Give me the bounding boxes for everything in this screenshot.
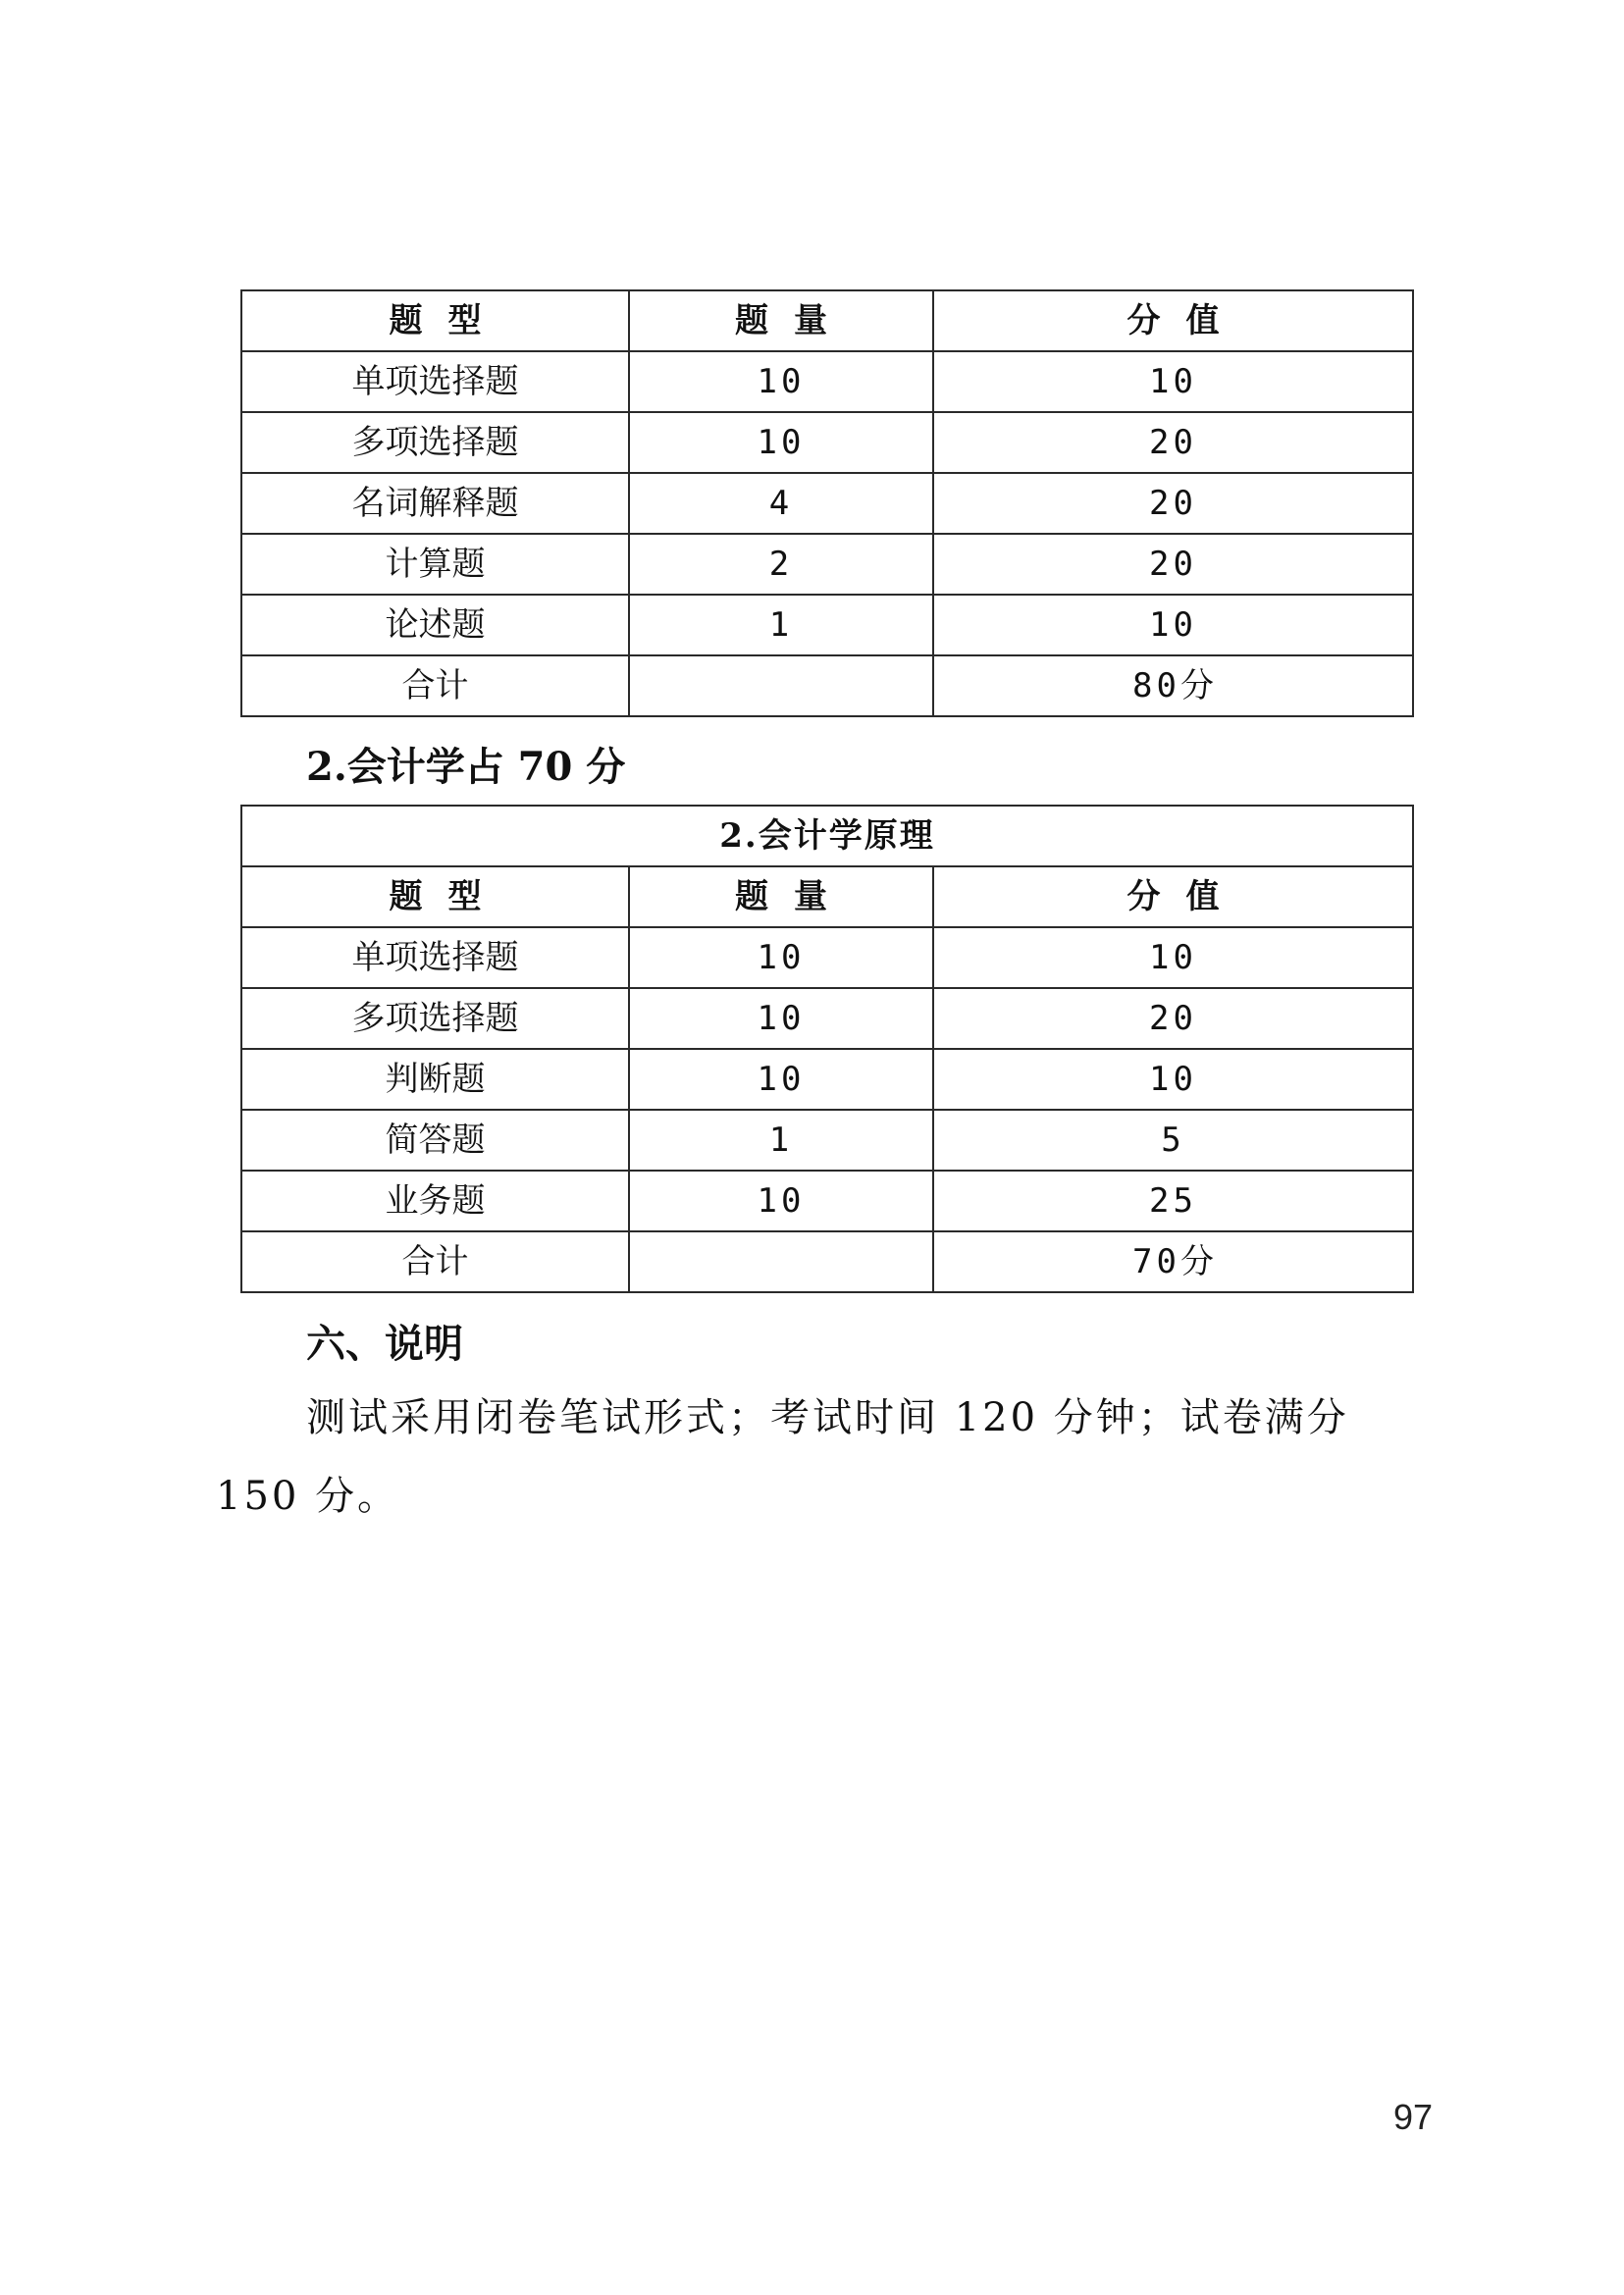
- total-count: [629, 655, 933, 716]
- cell-count: 10: [629, 988, 933, 1049]
- header-count: 题量: [629, 866, 933, 927]
- header-type: 题型: [241, 866, 629, 927]
- cell-score: 20: [933, 412, 1413, 473]
- total-score-unit: 分: [1179, 666, 1214, 705]
- total-score: 80: [1132, 666, 1180, 705]
- total-label: 合计: [241, 1231, 629, 1292]
- cell-type: 名词解释题: [241, 473, 629, 534]
- table-caption-row: [241, 806, 1413, 866]
- page-number: 97: [1393, 2097, 1434, 2137]
- cell-count: 10: [629, 351, 933, 412]
- cell-type: 判断题: [241, 1049, 629, 1110]
- table-total-row: [241, 655, 1413, 716]
- cell-score: 10: [933, 595, 1413, 655]
- cell-score: 5: [933, 1110, 1413, 1171]
- table-total-row: [241, 1231, 1413, 1292]
- table-row: [241, 534, 1413, 595]
- table-header-row: [241, 290, 1413, 351]
- cell-score: 20: [933, 988, 1413, 1049]
- total-label: 合计: [241, 655, 629, 716]
- score-table-1: [240, 289, 1414, 717]
- cell-score: 20: [933, 534, 1413, 595]
- cell-score: 20: [933, 473, 1413, 534]
- header-count: 题量: [629, 290, 933, 351]
- cell-type: 多项选择题: [241, 988, 629, 1049]
- cell-count: 10: [629, 927, 933, 988]
- cell-type: 业务题: [241, 1171, 629, 1231]
- total-score-unit: 分: [1179, 1242, 1214, 1281]
- table-row: [241, 473, 1413, 534]
- section-heading-accounting: 2.会计学占 70 分: [306, 744, 626, 790]
- cell-count: 1: [629, 1110, 933, 1171]
- table-row: [241, 1171, 1413, 1231]
- total-score-cell: [933, 655, 1413, 716]
- cell-type: 论述题: [241, 595, 629, 655]
- cell-type: 单项选择题: [241, 351, 629, 412]
- section-heading-notes: 六、说明: [306, 1321, 463, 1367]
- notes-paragraph: 测试采用闭卷笔试形式；考试时间 120 分钟；试卷满分 150 分。: [216, 1395, 1349, 1519]
- cell-score: 10: [933, 1049, 1413, 1110]
- score-table-2: [240, 805, 1414, 1293]
- table-row: [241, 1110, 1413, 1171]
- table-row: [241, 927, 1413, 988]
- cell-count: 2: [629, 534, 933, 595]
- cell-score: 10: [933, 351, 1413, 412]
- cell-count: 10: [629, 412, 933, 473]
- cell-count: 10: [629, 1171, 933, 1231]
- table-row: [241, 412, 1413, 473]
- table-row: [241, 988, 1413, 1049]
- total-score-cell: [933, 1231, 1413, 1292]
- table-header-row: [241, 866, 1413, 927]
- header-score: 分值: [933, 866, 1413, 927]
- cell-type: 单项选择题: [241, 927, 629, 988]
- cell-type: 多项选择题: [241, 412, 629, 473]
- table-row: [241, 351, 1413, 412]
- total-count: [629, 1231, 933, 1292]
- cell-type: 简答题: [241, 1110, 629, 1171]
- cell-count: 1: [629, 595, 933, 655]
- cell-score: 25: [933, 1171, 1413, 1231]
- total-score: 70: [1132, 1242, 1180, 1281]
- header-score: 分值: [933, 290, 1413, 351]
- cell-count: 4: [629, 473, 933, 534]
- header-type: 题型: [241, 290, 629, 351]
- table-row: [241, 595, 1413, 655]
- table-caption: 2.会计学原理: [241, 806, 1413, 866]
- cell-count: 10: [629, 1049, 933, 1110]
- table-row: [241, 1049, 1413, 1110]
- cell-score: 10: [933, 927, 1413, 988]
- cell-type: 计算题: [241, 534, 629, 595]
